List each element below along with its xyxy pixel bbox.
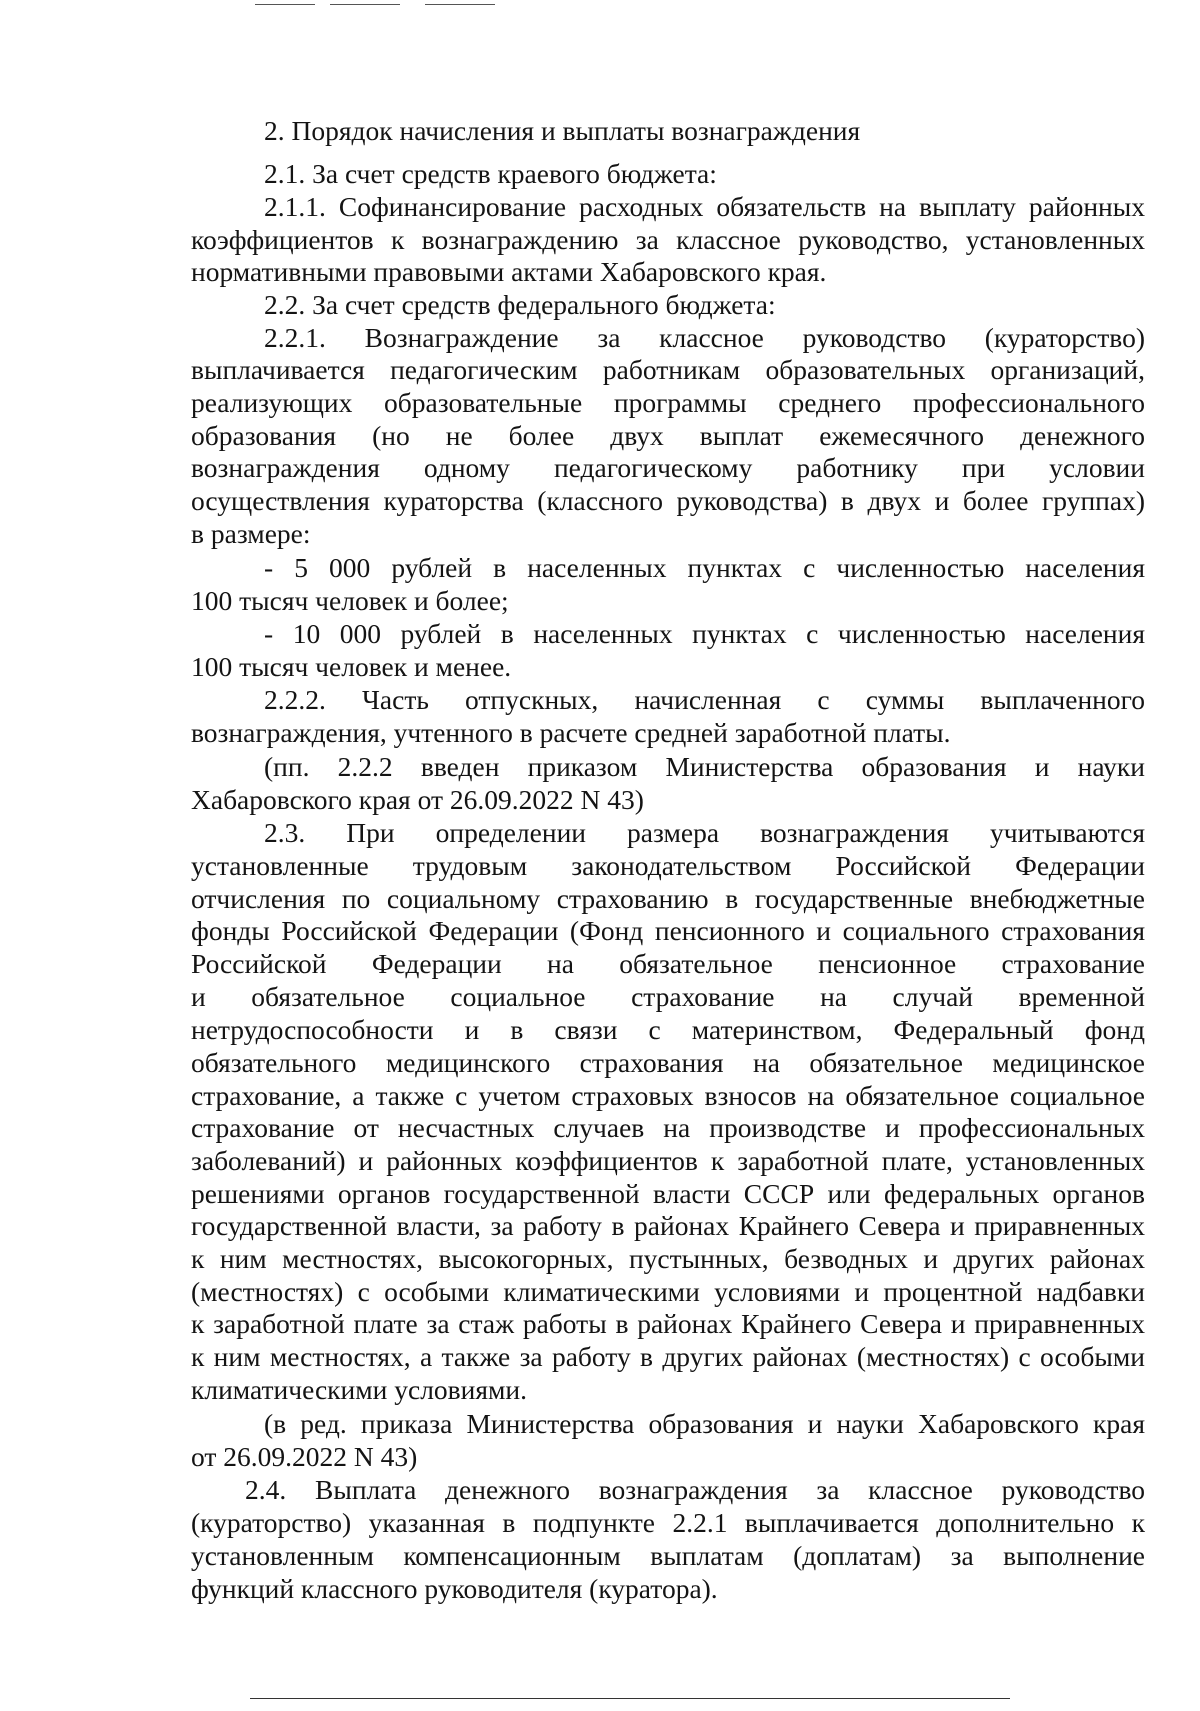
text-line: к заработной плате за стаж работы в районах Крайнего Севера и приравненных — [191, 1308, 1145, 1339]
text-line: решениями органов государственной власти СССР или федеральных органов — [191, 1178, 1145, 1209]
scan-artifact-bottom — [250, 1698, 1010, 1699]
text-line: - 5 000 рублей в населенных пунктах с численностью населения — [264, 552, 1145, 583]
text-line: государственной власти, за работу в районах Крайнего Севера и приравненных — [191, 1210, 1145, 1241]
text-line: от 26.09.2022 N 43) — [191, 1441, 418, 1472]
text-line: страхование от несчастных случаев на производстве и профессиональных — [191, 1112, 1145, 1143]
text-line: климатическими условиями. — [191, 1374, 528, 1405]
text-line: реализующих образовательные программы среднего профессионального — [191, 387, 1145, 418]
text-line: (кураторство) указанная в подпункте 2.2.1 выплачивается дополнительно к — [191, 1507, 1145, 1538]
text-line: выплачивается педагогическим работникам образовательных организаций, — [191, 354, 1145, 385]
text-line: в размере: — [191, 518, 311, 549]
text-line: нетрудоспособности и в связи с материнством, Федеральный фонд — [191, 1014, 1145, 1045]
text-line: 2.2.1. Вознаграждение за классное руководство (кураторство) — [264, 322, 1145, 353]
text-line: 2.4. Выплата денежного вознаграждения за классное руководство — [245, 1474, 1145, 1505]
text-line: образования (но не более двух выплат ежемесячного денежного — [191, 420, 1145, 451]
text-line: к ним местностях, высокогорных, пустынных, безводных и других районах — [191, 1243, 1145, 1274]
text-line: 2.2.2. Часть отпускных, начисленная с суммы выплаченного — [264, 684, 1145, 715]
text-line: Российской Федерации на обязательное пенсионное страхование — [191, 948, 1145, 979]
text-line: вознаграждения, учтенного в расчете средней заработной платы. — [191, 717, 951, 748]
text-line: вознаграждения одному педагогическому работнику при условии — [191, 452, 1145, 483]
text-line: (местностях) с особыми климатическими условиями и процентной надбавки — [191, 1276, 1145, 1307]
text-line: - 10 000 рублей в населенных пунктах с численностью населения — [264, 618, 1145, 649]
text-line: к ним местностях, а также за работу в других районах (местностях) с особыми — [191, 1341, 1145, 1372]
text-line: фонды Российской Федерации (Фонд пенсионного и социального страхования — [191, 915, 1145, 946]
text-line: 2.1. За счет средств краевого бюджета: — [264, 158, 717, 189]
text-line: (пп. 2.2.2 введен приказом Министерства образования и науки — [264, 751, 1145, 782]
text-line: функций классного руководителя (куратора). — [191, 1573, 718, 1604]
text-line: нормативными правовыми актами Хабаровского края. — [191, 256, 827, 287]
text-line: Хабаровского края от 26.09.2022 N 43) — [191, 784, 644, 815]
text-line: 2.2. За счет средств федерального бюджета: — [264, 289, 776, 320]
text-line: установленным компенсационным выплатам (доплатам) за выполнение — [191, 1540, 1145, 1571]
text-line: страхование, а также с учетом страховых взносов на обязательное социальное — [191, 1080, 1145, 1111]
text-line: 2. Порядок начисления и выплаты вознаграждения — [264, 115, 861, 146]
text-line: коэффициентов к вознаграждению за классное руководство, установленных — [191, 224, 1145, 255]
text-line: 2.1.1. Софинансирование расходных обязательств на выплату районных — [264, 191, 1145, 222]
text-line: (в ред. приказа Министерства образования и науки Хабаровского края — [264, 1408, 1145, 1439]
text-line: 100 тысяч человек и менее. — [191, 651, 512, 682]
text-line: 2.3. При определении размера вознаграждения учитываются — [264, 817, 1145, 848]
scan-artifact-top — [255, 4, 315, 5]
scan-artifact-top — [425, 4, 495, 5]
text-line: заболеваний) и районных коэффициентов к заработной плате, установленных — [191, 1145, 1145, 1176]
text-line: и обязательное социальное страхование на случай временной — [191, 981, 1145, 1012]
scan-artifact-top — [330, 4, 400, 5]
text-line: 100 тысяч человек и более; — [191, 585, 509, 616]
text-line: установленные трудовым законодательством Российской Федерации — [191, 850, 1145, 881]
text-line: отчисления по социальному страхованию в государственные внебюджетные — [191, 883, 1145, 914]
text-line: осуществления кураторства (классного руководства) в двух и более группах) — [191, 485, 1145, 516]
text-line: обязательного медицинского страхования на обязательное медицинское — [191, 1047, 1145, 1078]
